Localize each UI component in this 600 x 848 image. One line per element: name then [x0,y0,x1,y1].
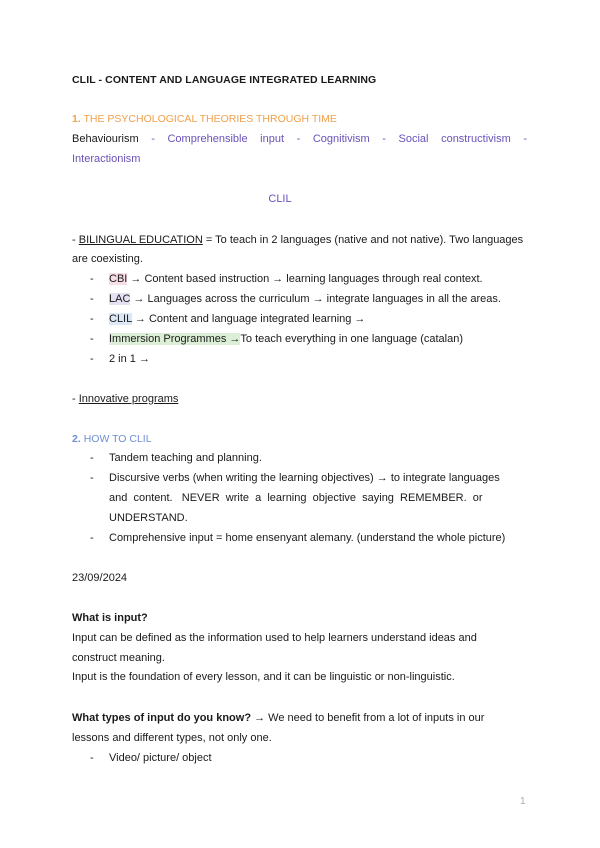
list-item-text: → Languages across the curriculum → integrate languages in all the areas. [130,293,501,305]
term-cbi: CBI [109,273,128,285]
bilingual-prefix: - [72,234,79,246]
term-immersion: Immersion Programmes → [109,333,241,345]
bilingual-term: BILINGUAL EDUCATION [78,234,203,246]
clil-center-label: CLIL [268,193,292,205]
list-item-text: → Content based instruction → learning languages through real context. [127,273,483,285]
list-item-clil [109,312,365,326]
list-item-cbi [109,272,483,286]
document-title: CLIL - CONTENT AND LANGUAGE INTEGRATED LEARNING [72,74,377,86]
section-2-heading [72,432,152,446]
section-1-heading [72,112,337,126]
list-item-comprehensive: Comprehensive input = home ensenyant alemany. (understand the whole picture) [109,532,506,544]
answer-line-1: Input can be defined as the information used to help learners understand ideas and [72,632,477,644]
list-item-immersion [109,332,463,346]
term-clil: CLIL [109,313,132,325]
question-what-is-input: What is input? [72,612,148,624]
question-types-line [72,711,484,725]
bilingual-line-2: are coexisting. [72,253,143,265]
section-1-heading-text: THE PSYCHOLOGICAL THEORIES THROUGH TIME [83,113,337,125]
list-dash: - [90,353,94,365]
list-item-discursive-line-3: UNDERSTAND. [109,512,188,524]
list-item-2in1: 2 in 1 → [109,353,150,365]
innovative-programs-line [72,392,178,406]
section-1-number: 1. [72,113,81,125]
date: 23/09/2024 [72,572,128,584]
list-dash: - [90,452,94,464]
list-item-lac [109,292,501,306]
list-dash: - [90,273,94,285]
list-dash: - [90,472,94,484]
list-item-discursive-line-2: and content. NEVER write a learning objective saying REMEMBER. or [109,492,483,504]
answer-line-3: Input is the foundation of every lesson, and it can be linguistic or non-linguistic. [72,671,455,683]
answer-types-line-2: lessons and different types, not only one. [72,732,272,744]
list-dash: - [90,532,94,544]
section-2-number: 2. [72,433,81,445]
theories-lead: Behaviourism [72,133,139,145]
answer-types-line-1: → We need to benefit from a lot of inputs in our [251,712,485,724]
list-item-text: To teach everything in one language (catalan) [240,333,464,345]
theories-line-1 [72,132,527,146]
list-item-video: Video/ picture/ object [109,752,212,764]
bilingual-line-1 [72,233,523,247]
innovative-programs: Innovative programs [78,393,179,405]
list-dash: - [90,752,94,764]
page-number: 1 [520,796,526,807]
innovative-prefix: - [72,393,79,405]
theories-line-2: Interactionism [72,153,141,165]
list-dash: - [90,333,94,345]
list-dash: - [90,313,94,325]
bilingual-text: = To teach in 2 languages (native and not native). Two languages [202,234,524,246]
list-item-text: → Content and language integrated learning → [131,313,366,325]
answer-line-2: construct meaning. [72,652,165,664]
list-item-tandem: Tandem teaching and planning. [109,452,262,464]
term-lac: LAC [109,293,131,305]
list-dash: - [90,293,94,305]
list-item-discursive-line-1: Discursive verbs (when writing the learning objectives) → to integrate languages [109,472,500,484]
theories-rest: - Comprehensible input - Cognitivism - Social constructivism - [151,133,527,145]
section-2-heading-text: HOW TO CLIL [83,433,152,445]
question-types-of-input: What types of input do you know? [72,712,252,724]
